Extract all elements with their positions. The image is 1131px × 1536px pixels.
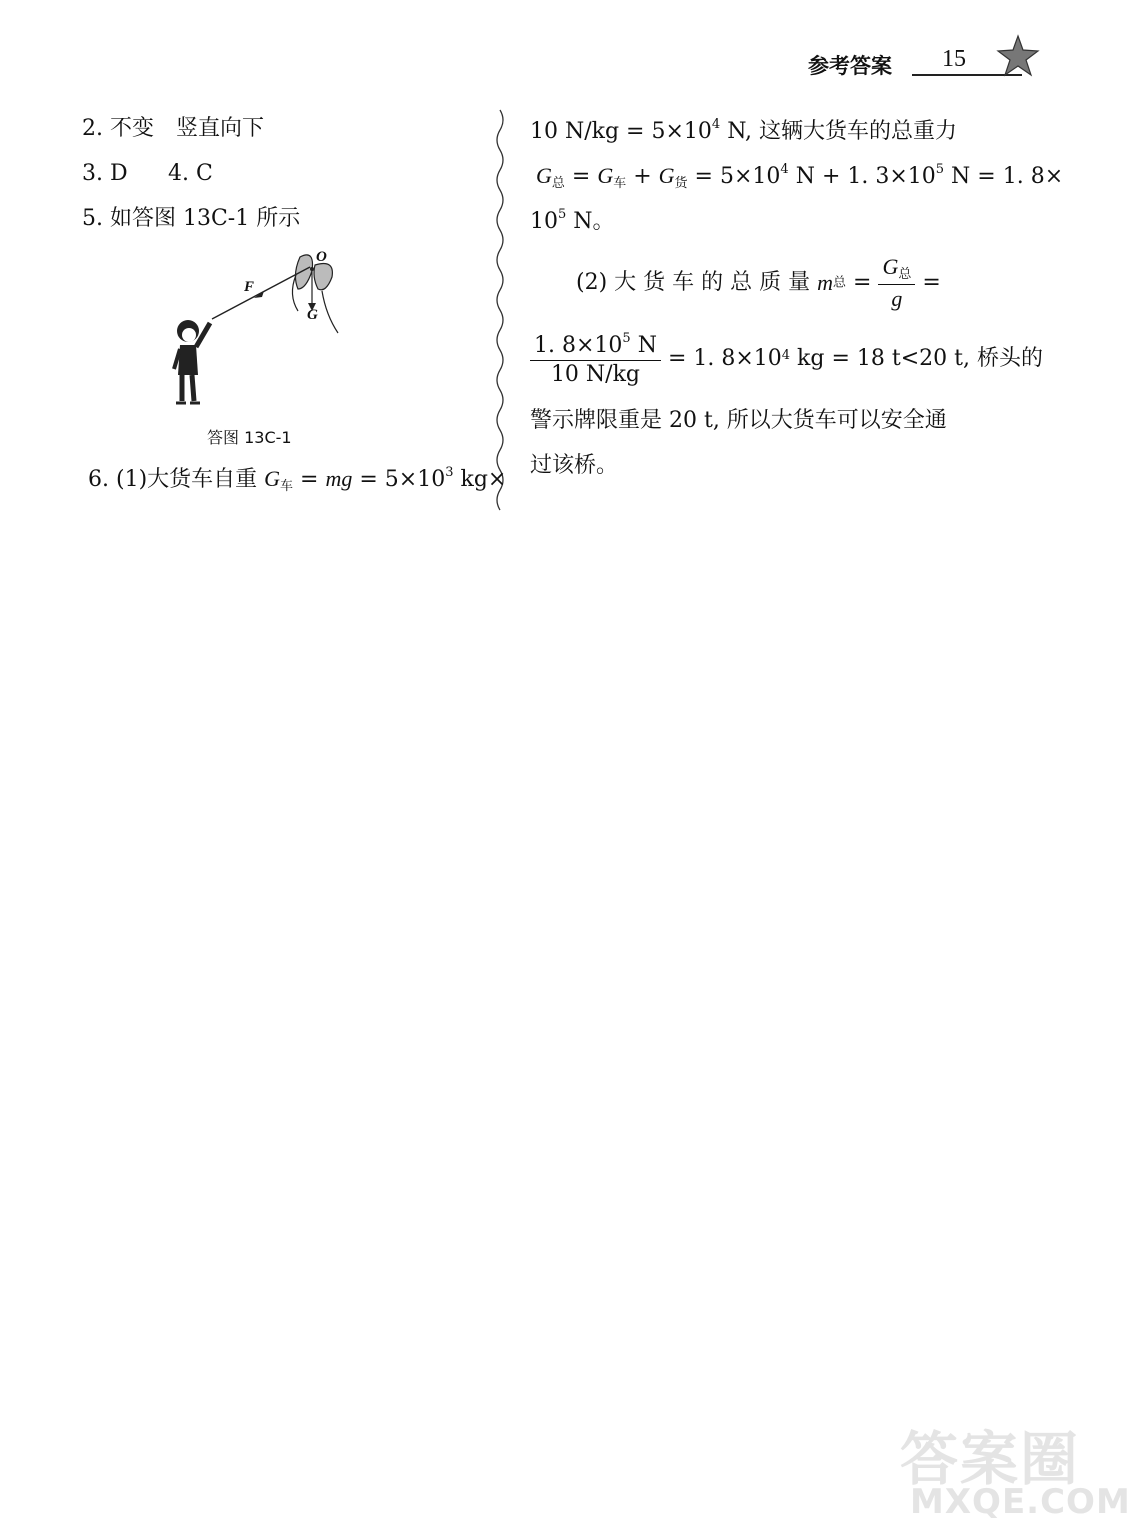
star-icon [996,34,1040,78]
a6-pre: 6. (1)大货车自重 [88,467,265,492]
r5-rest-exp: 4 [781,348,791,363]
a6-sub: 车 [280,479,294,494]
r3-pre: 10 [530,209,558,234]
label-O: O [316,249,327,265]
r5-fraction [530,332,661,386]
r4-eq: = [846,270,879,295]
r5-num-unit: N [630,333,657,358]
r2-s1: 总 [551,176,565,191]
r2-v2: N + 1. 3×10 [788,164,936,189]
label-G: G [307,307,318,323]
right-line-1 [530,118,957,143]
r4-fraction [878,256,915,310]
r1-post: N, 这辆大货车的总重力 [720,119,958,144]
figure-caption: 答图 13C-1 [207,428,292,447]
r4-eq2: = [915,270,941,295]
answer-5: 5. 如答图 13C-1 所示 [82,206,301,231]
r5-num-exp: 5 [622,331,631,346]
column-divider [490,110,510,510]
right-line-6: 警示牌限重是 20 t, 所以大货车可以安全通 [530,408,947,433]
r1-exp: 4 [711,117,721,132]
r5-num: 1. 8×10 [534,333,623,358]
r4-fnum-s: 总 [898,267,912,282]
r2-plus: + [626,164,659,189]
label-F: F [244,279,255,295]
r2-G2: G [597,163,614,188]
r4-m: m [817,270,833,295]
watermark-logo: 答案圈 [900,1425,1081,1493]
watermark-url: MXQE.COM [910,1482,1131,1522]
r2-G1: G [536,163,552,188]
a6-mg: mg [325,466,353,491]
right-line-7: 过该桥。 [530,453,619,478]
r2-G3: G [658,163,675,188]
answer-2: 2. 不变 竖直向下 [82,116,264,141]
r5-rest1: = 1. 8×10 [660,346,782,371]
a6-eq: = [293,467,326,492]
r4-fnum-G: G [882,254,899,279]
r2-v1: = 5×10 [687,164,781,189]
page-number: 15 [942,46,966,72]
r5-rest2: kg = 18 t<20 t, 桥头的 [790,346,1043,371]
a6-rest: = 5×10 [352,467,446,492]
header-title: 参考答案 [808,54,892,78]
answer-6-line1 [88,466,506,493]
r2-e1: 4 [780,162,789,177]
r3-post: N。 [566,209,615,234]
r2-e2: 5 [935,162,945,177]
answer-3: 3. D [82,161,128,186]
r4-pre: (2) 大 货 车 的 总 质 量 [576,270,818,295]
right-line-3 [530,208,615,233]
r5-den: 10 N/kg [550,362,641,387]
a6-G: G [264,466,281,491]
answer-4: 4. C [168,161,213,186]
right-line-2 [536,163,1063,190]
r4-ms: 总 [833,275,847,291]
r3-exp: 5 [558,207,567,222]
r2-v3: N = 1. 8× [944,164,1064,189]
kite-diagram [160,245,360,415]
right-line-4 [576,256,941,310]
a6-exp: 3 [445,465,454,480]
kite-figure [160,245,360,415]
r4-fden: g [891,286,903,311]
right-line-5 [530,332,1043,386]
r2-eq1: = [564,164,598,189]
r2-s3: 货 [674,176,688,191]
r2-s2: 车 [613,176,627,191]
a6-unit: kg× [453,467,507,492]
r1-pre: 10 N/kg = 5×10 [530,119,712,144]
